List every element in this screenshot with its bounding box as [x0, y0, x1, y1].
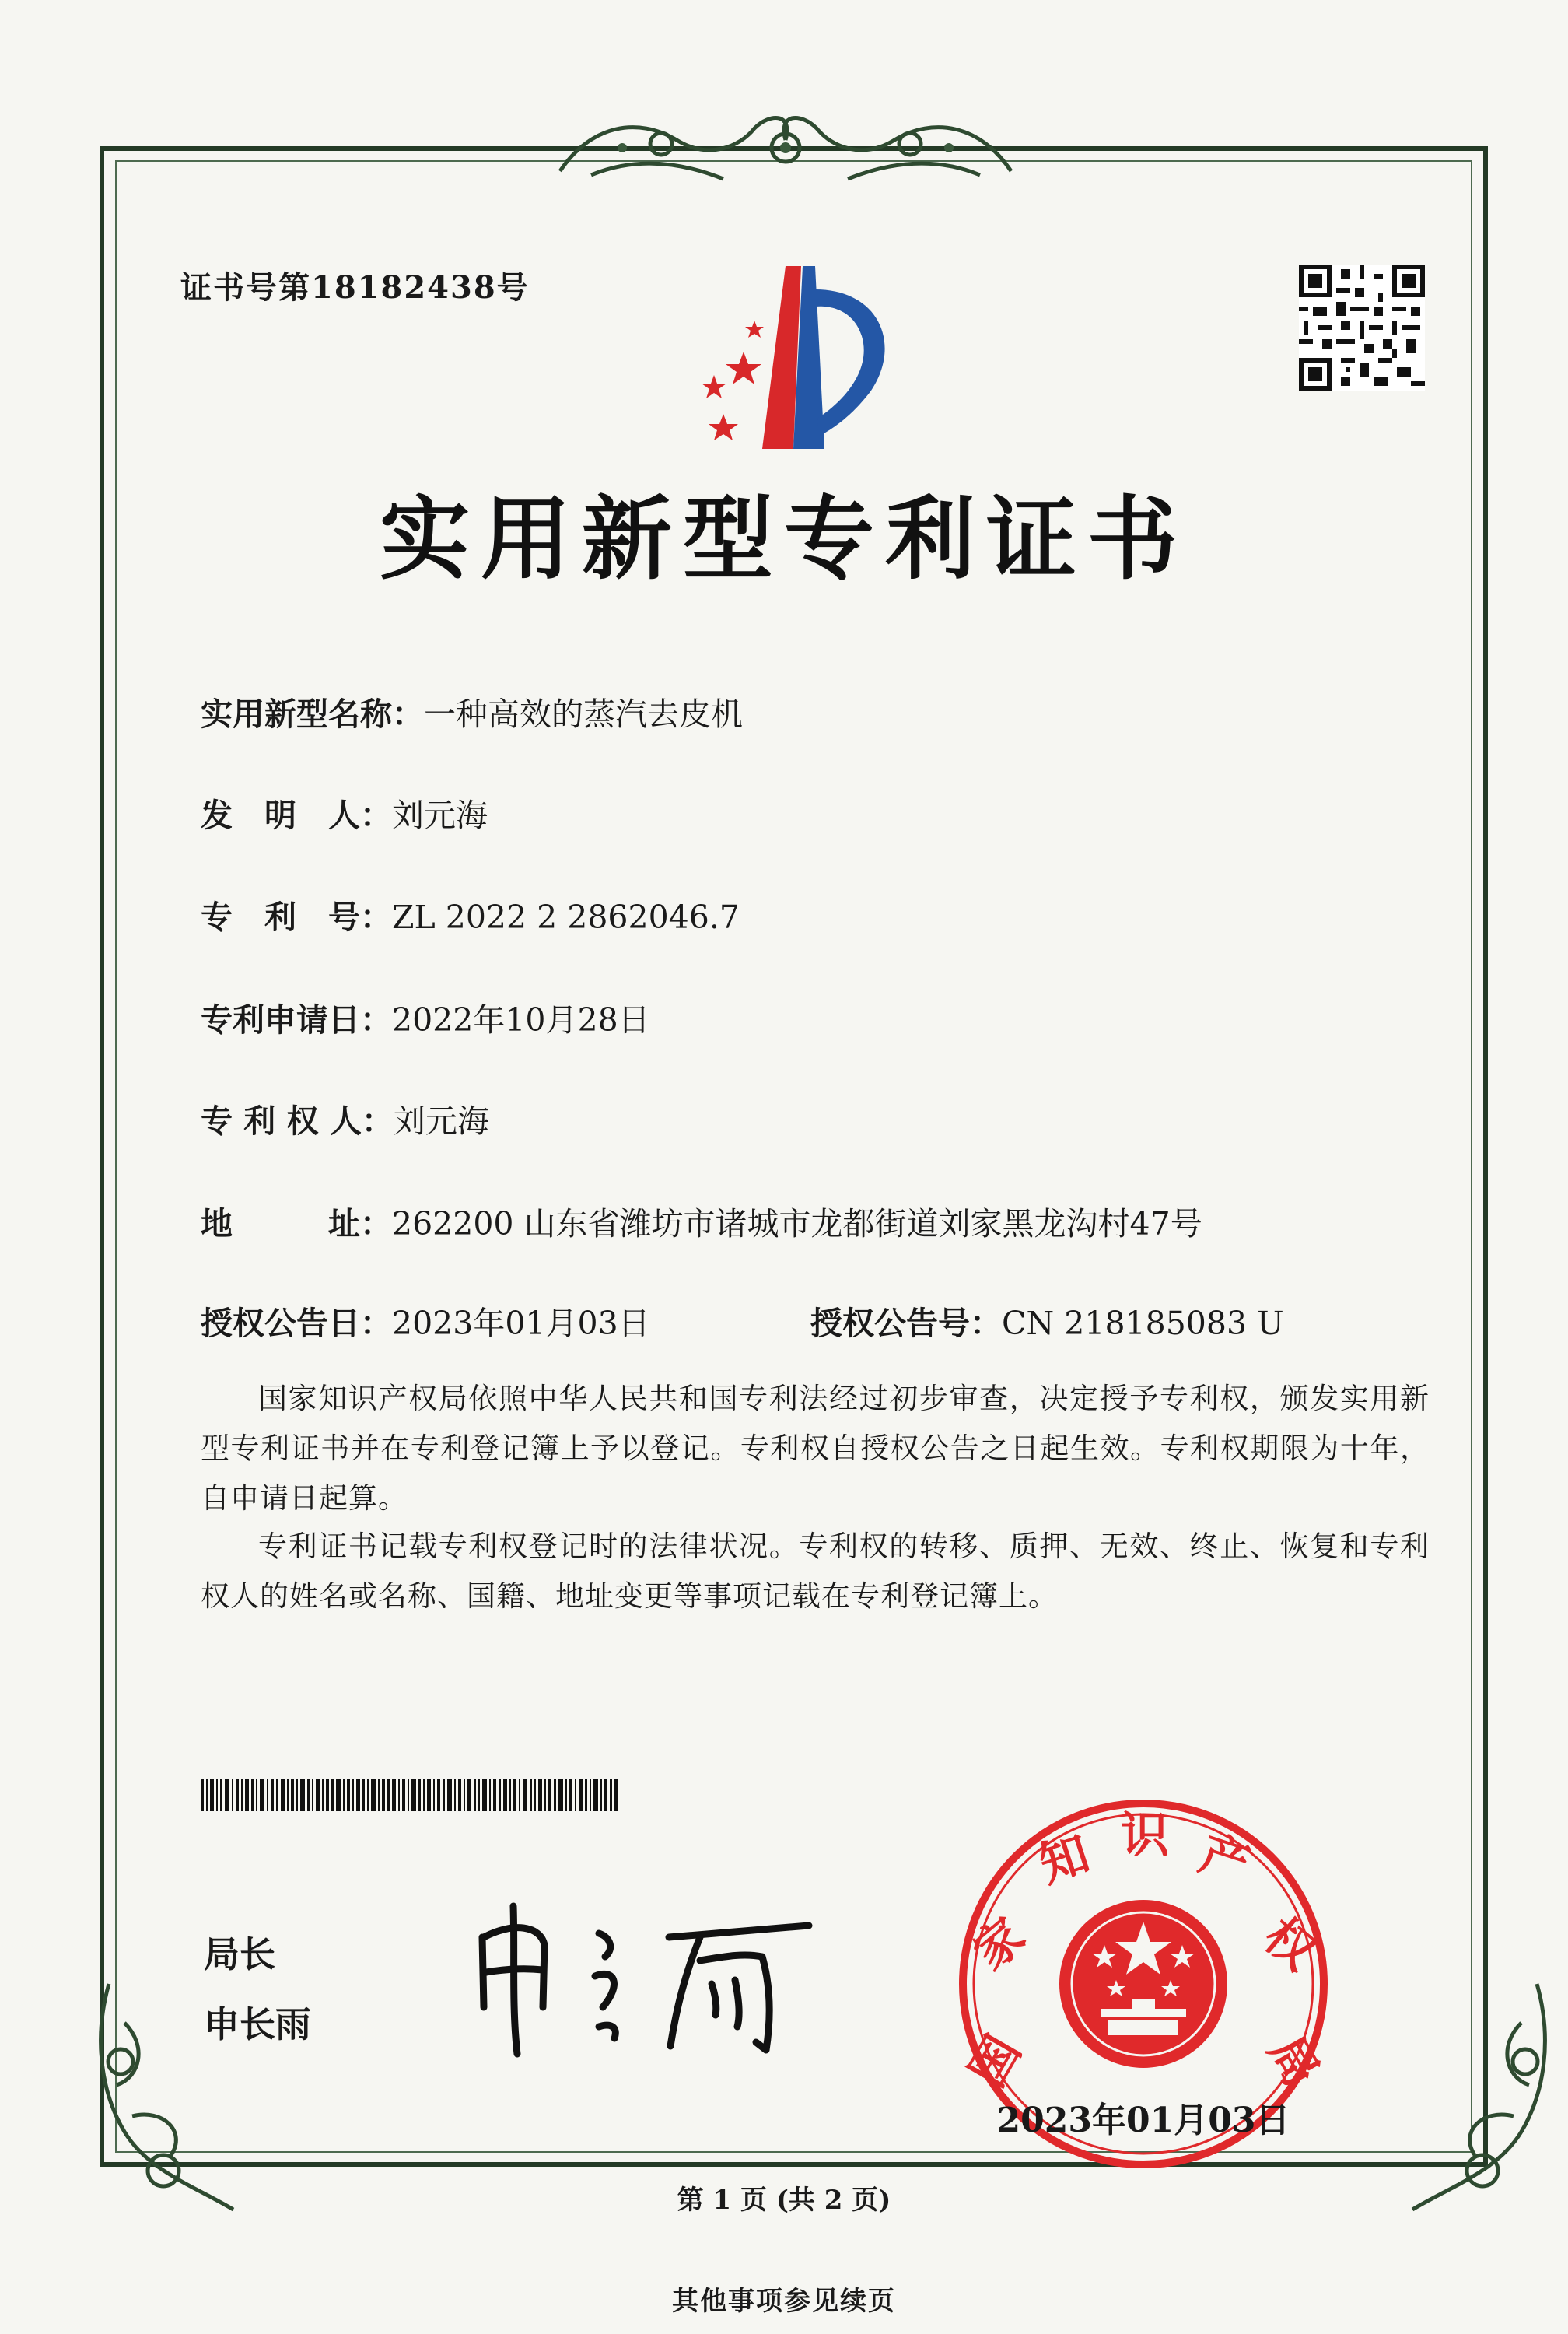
svg-text:家: 家	[961, 1906, 1036, 1982]
field-label: 地 址：	[201, 1205, 392, 1242]
page-indicator: 第 1 页 (共 2 页)	[677, 2185, 891, 2216]
body-paragraph-1: 国家知识产权局依照中华人民共和国专利法经过初步审查，决定授予专利权，颁发实用新型专利证书并在专利登记簿上予以登记。专利权自授权公告之日起生效。专利权期限为十年，自申请日起算。	[201, 1382, 1430, 1515]
seal-date: 2023年01月03日	[996, 2101, 1290, 2140]
signer-title: 局长	[204, 1933, 275, 1975]
svg-text:局: 局	[1257, 2026, 1331, 2097]
field-filing-date	[201, 994, 650, 1040]
field-label: 发 明 人：	[201, 797, 392, 834]
certificate-number: 证书号第18182438号	[180, 269, 530, 306]
svg-text:知: 知	[1032, 1824, 1097, 1894]
handwritten-signature	[467, 1891, 824, 2062]
field-label: 实用新型名称：	[201, 696, 424, 733]
field-label: 授权公告日：	[201, 1305, 392, 1342]
barcode	[201, 1779, 621, 1811]
field-value: 2023年01月03日	[392, 1305, 650, 1342]
field-grant-date	[201, 1298, 650, 1344]
qr-code	[1299, 265, 1425, 391]
field-label: 专利申请日：	[201, 1001, 392, 1039]
continued-note: 其他事项参见续页	[672, 2286, 896, 2317]
official-seal	[949, 1789, 1338, 2178]
field-value: 2022年10月28日	[392, 1001, 650, 1039]
svg-text:产: 产	[1192, 1824, 1257, 1894]
field-value: ZL 2022 2 2862046.7	[392, 899, 740, 936]
top-scroll-ornament	[544, 101, 1027, 194]
field-grant-publication-number	[810, 1298, 1284, 1344]
field-utility-model-name	[201, 689, 743, 734]
certificate-title: 实用新型专利证书	[380, 486, 1188, 592]
field-value: 一种高效的蒸汽去皮机	[424, 696, 743, 733]
svg-text:权: 权	[1253, 1906, 1328, 1982]
field-patentee	[201, 1095, 489, 1141]
field-label: 专 利 号：	[201, 899, 392, 936]
field-patent-number	[201, 892, 740, 937]
svg-text:识: 识	[1120, 1807, 1170, 1863]
svg-text:国: 国	[958, 2026, 1032, 2097]
field-value: 刘元海	[393, 1102, 489, 1140]
patent-office-logo	[669, 258, 918, 461]
signer-name: 申长雨	[204, 2003, 311, 2045]
field-inventor	[201, 790, 488, 836]
field-address	[201, 1198, 1202, 1244]
field-value: 刘元海	[392, 797, 488, 834]
field-label: 专 利 权 人：	[201, 1102, 394, 1140]
field-label: 授权公告号：	[810, 1305, 1002, 1342]
body-paragraph-2: 专利证书记载专利权登记时的法律状况。专利权的转移、质押、无效、终止、恢复和专利权人的姓名或名称、国籍、地址变更等事项记载在专利登记簿上。	[201, 1530, 1430, 1613]
field-value: CN 218185083 U	[1002, 1305, 1284, 1342]
field-value: 262200 山东省潍坊市诸城市龙都街道刘家黑龙沟村47号	[392, 1205, 1202, 1242]
